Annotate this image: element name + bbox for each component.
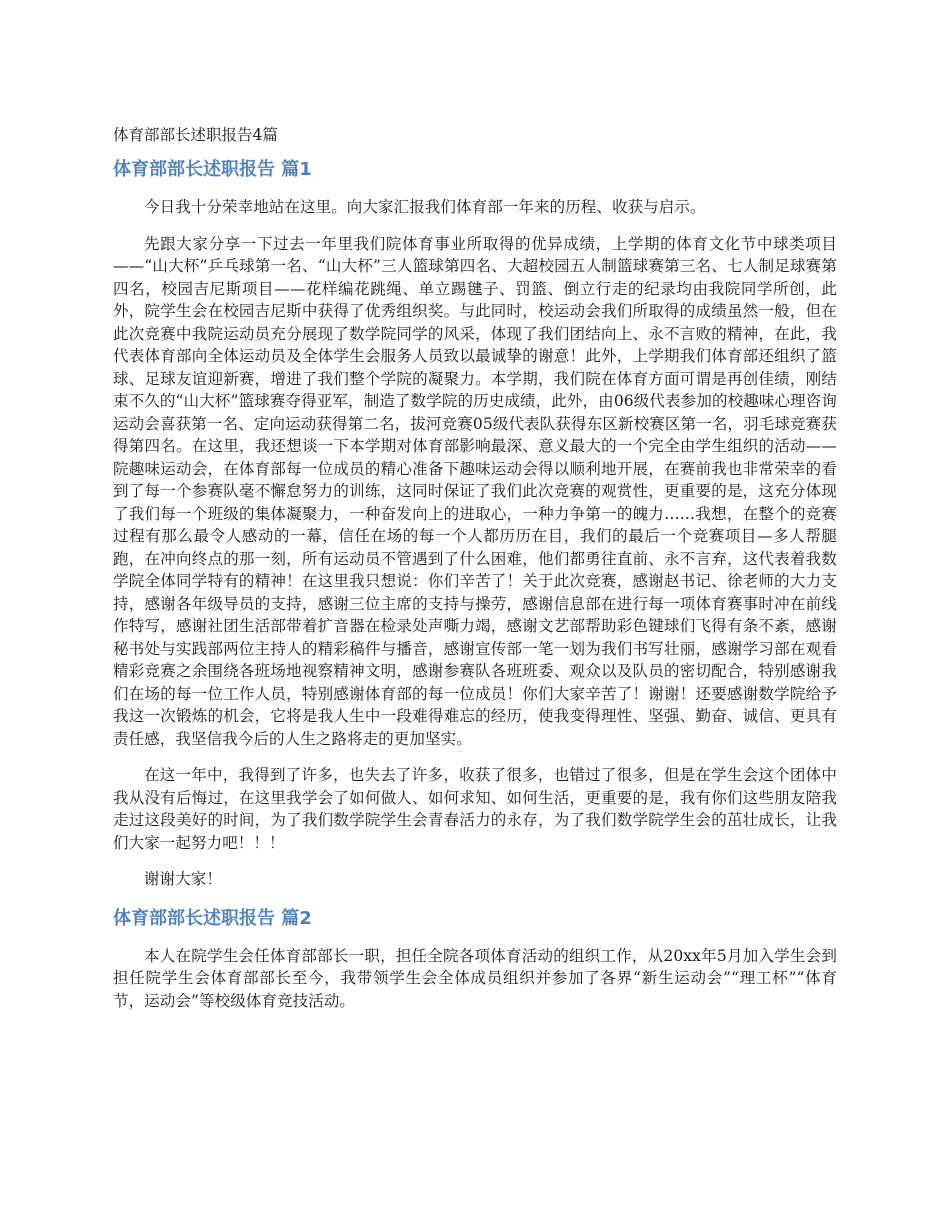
section-heading: 体育部部长述职报告 篇2	[113, 907, 312, 929]
paragraph: 本人在院学生会任体育部部长一职，担任全院各项体育活动的组织工作，从20xx年5月加入学生会到担任院学生会体育部部长至今，我带领学生会全体成员组织并参加了各界“新生运动会”“理工杯”“体育节，运动会”等校级体育竞技活动。	[113, 946, 837, 1010]
paragraph: 在这一年中，我得到了许多，也失去了许多，收获了很多，也错过了很多，但是在学生会这个团体中我从没有后悔过，在这里我学会了如何做人、如何求知、如何生活，更重要的是，我有你们这些朋友陪我走过这段美好的时间，为了我们数学院学生会青春活力的永存，为了我们数学院学生会的茁壮成长，让我们大家一起努力吧！！！	[113, 766, 837, 852]
document-title: 体育部部长述职报告4篇	[113, 126, 278, 144]
section-heading: 体育部部长述职报告 篇1	[113, 159, 312, 180]
document-page	[113, 122, 837, 1026]
report-section-1	[113, 156, 837, 891]
paragraph: 先跟大家分享一下过去一年里我们院体育事业所取得的优异成绩，上学期的体育文化节中球类项目——“山大杯”乒乓球第一名、“山大杯”三人篮球第四名、大超校园五人制篮球赛第三名、七人制足球赛第四名，校园吉尼斯项目——花样编花跳绳、单立踢毽子、罚篮、倒立行走的纪录均由我院同学所创，此外，院学生会在校园吉尼斯中获得了优秀组织奖。与此同时，校运动会我们所取得的成绩虽然一般，但在此次竞赛中我院运动员充分展现了数学院同学的风采，体现了我们团结向上、永不言败的精神，在此，我代表体育部向全体运动员及全体学生会服务人员致以最诚挚的谢意！此外，上学期我们体育部还组织了篮球、足球友谊迎新赛，增进了我们整个学院的凝聚力。本学期，我们院在体育方面可谓是再创佳绩，刚结束不久的“山大杯”篮球赛夺得亚军，制造了数学院的历史成绩，此外，由06级代表参加的校趣味心理咨询运动会喜获第一名、定向运动获得第二名，拔河竞赛05级代表队获得东区新校赛区第一名，羽毛球竞赛获得第四名。在这里，我还想谈一下本学期对体育部影响最深、意义最大的一个完全由学生组织的活动——院趣味运动会，在体育部每一位成员的精心准备下趣味运动会得以顺利地开展，在赛前我也非常荣幸的看到了每一个参赛队毫不懈怠努力的训练，这同时保证了我们此次竞赛的观赏性，更重要的是，这充分体现了我们每一个班级的集体凝聚力，一种奋发向上的进取心，一种力争第一的魄力……我想，在整个的竞赛过程有那么最令人感动的一幕，信任在场的每一个人都历历在目，我们的最后一个竞赛项目—多人帮腿跑，在冲向终点的那一刻，所有运动员不管遇到了什么困难，他们都勇往直前、永不言弃，这代表着我数学院全体同学特有的精神！在这里我只想说：你们辛苦了！关于此次竞赛，感谢赵书记、徐老师的大力支持，感谢各年级导员的支持，感谢三位主席的支持与操劳，感谢信息部在进行每一项体育赛事时冲在前线作特写，感谢社团生活部带着扩音器在检录处声嘶力竭，感谢文艺部帮助彩色键球们飞得有条不紊，感谢秘书处与实践部两位主持人的精彩稿件与播音，感谢宣传部一笔一划为我们书写壮丽，感谢学习部在观看精彩竞赛之余围绕各班场地视察精神文明，感谢参赛队各班班委、观众以及队员的密切配合，特别感谢我们在场的每一位工作人员，特别感谢体育部的每一位成员！你们大家辛苦了！谢谢！还要感谢数学院给予我这一次锻炼的机会，它将是我人生中一段难得难忘的经历，使我变得理性、坚强、勤奋、诚信、更具有责任感，我坚信我今后的人生之路将走的更加坚实。	[113, 234, 837, 748]
report-section-2	[113, 905, 837, 1013]
paragraph: 今日我十分荣幸地站在这里。向大家汇报我们体育部一年来的历程、收获与启示。	[144, 198, 706, 216]
paragraph: 谢谢大家！	[144, 870, 223, 888]
